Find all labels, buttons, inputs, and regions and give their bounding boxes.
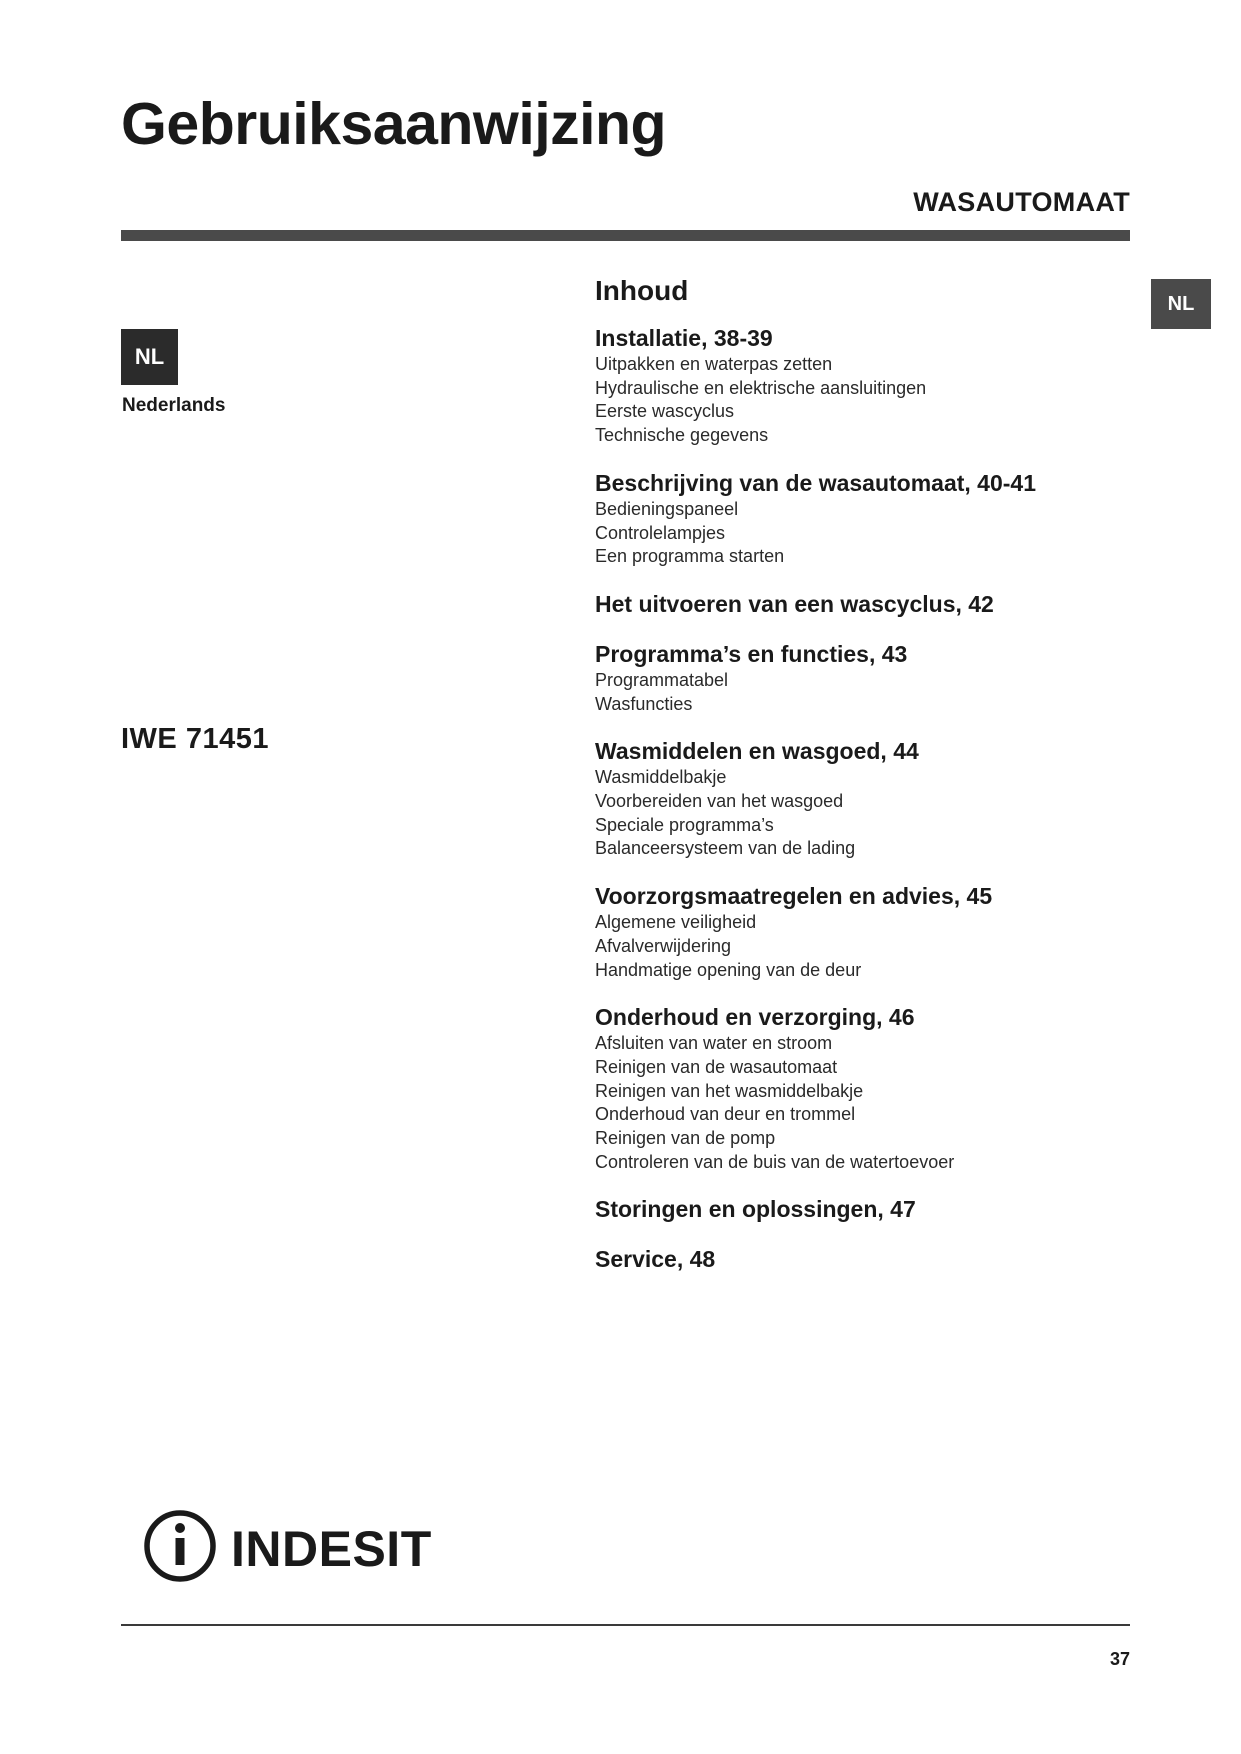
- toc-item: Controleren van de buis van de watertoevoer: [595, 1151, 955, 1172]
- language-name: Nederlands: [122, 395, 226, 416]
- toc-item: Onderhoud van deur en trommel: [595, 1104, 856, 1125]
- toc-item: Wasmiddelbakje: [595, 767, 727, 788]
- toc-section: [595, 589, 1155, 619]
- toc-section-heading: Programma’s en functies, 43: [595, 640, 908, 667]
- page-title: Gebruiksaanwijzing: [121, 91, 667, 157]
- toc-item: Handmatige opening van de deur: [595, 959, 862, 980]
- toc-item: Balanceersysteem van de lading: [595, 838, 856, 859]
- toc-item: Voorbereiden van het wasgoed: [595, 791, 844, 812]
- toc-section-heading: Onderhoud en verzorging, 46: [595, 1004, 915, 1031]
- toc-item: Bedieningspaneel: [595, 498, 739, 519]
- toc-section: [595, 881, 1155, 982]
- toc-item: Technische gegevens: [595, 425, 769, 446]
- toc-item: Afsluiten van water en stroom: [595, 1033, 833, 1054]
- toc-item: Een programma starten: [595, 546, 785, 567]
- toc-section: [595, 639, 1155, 716]
- language-side-tab: NL: [1151, 279, 1211, 329]
- toc-item: Programmatabel: [595, 669, 729, 690]
- toc-item: Speciale programma’s: [595, 814, 774, 835]
- toc-item: Reinigen van de pomp: [595, 1128, 776, 1149]
- toc-sections: [595, 323, 1155, 1274]
- page-number: 37: [1109, 1649, 1130, 1669]
- product-type: WASAUTOMAAT: [913, 187, 1130, 217]
- toc-item: Uitpakken en waterpas zetten: [595, 354, 833, 374]
- toc-section: [595, 468, 1155, 569]
- toc-section-heading: Installatie, 38-39: [595, 325, 773, 351]
- toc-section-heading: Storingen en oplossingen, 47: [595, 1196, 916, 1223]
- language-badge: NL: [121, 329, 178, 385]
- toc-section-heading: Voorzorgsmaatregelen en advies, 45: [595, 883, 993, 910]
- table-of-contents: [595, 273, 1155, 1294]
- toc-item: Controlelampjes: [595, 522, 726, 543]
- toc-section: [595, 1244, 1155, 1274]
- toc-section: [595, 736, 1155, 861]
- toc-section-heading: Service, 48: [595, 1246, 716, 1273]
- header-divider: [121, 230, 1130, 241]
- toc-item: Wasfuncties: [595, 693, 693, 714]
- footer-divider: [121, 1624, 1130, 1626]
- toc-item: Afvalverwijdering: [595, 935, 732, 956]
- indesit-logo: [143, 1508, 433, 1589]
- toc-item: Eerste wascyclus: [595, 401, 735, 422]
- toc-section-heading: Beschrijving van de wasautomaat, 40-41: [595, 469, 1037, 496]
- toc-item: Algemene veiligheid: [595, 912, 757, 933]
- toc-section-heading: Wasmiddelen en wasgoed, 44: [595, 738, 919, 765]
- indesit-logo-icon: [143, 1508, 433, 1584]
- toc-section: [595, 1194, 1155, 1224]
- toc-section: [595, 323, 1155, 448]
- toc-section-heading: Het uitvoeren van een wascyclus, 42: [595, 590, 994, 617]
- toc-item: Hydraulische en elektrische aansluitingen: [595, 377, 927, 398]
- toc-item: Reinigen van het wasmiddelbakje: [595, 1080, 864, 1101]
- toc-section: [595, 1002, 1155, 1174]
- model-number: IWE 71451: [121, 723, 269, 755]
- brand-wordmark: INDESIT: [231, 1521, 432, 1577]
- toc-item: Reinigen van de wasautomaat: [595, 1056, 838, 1077]
- toc-title: Inhoud: [595, 275, 689, 306]
